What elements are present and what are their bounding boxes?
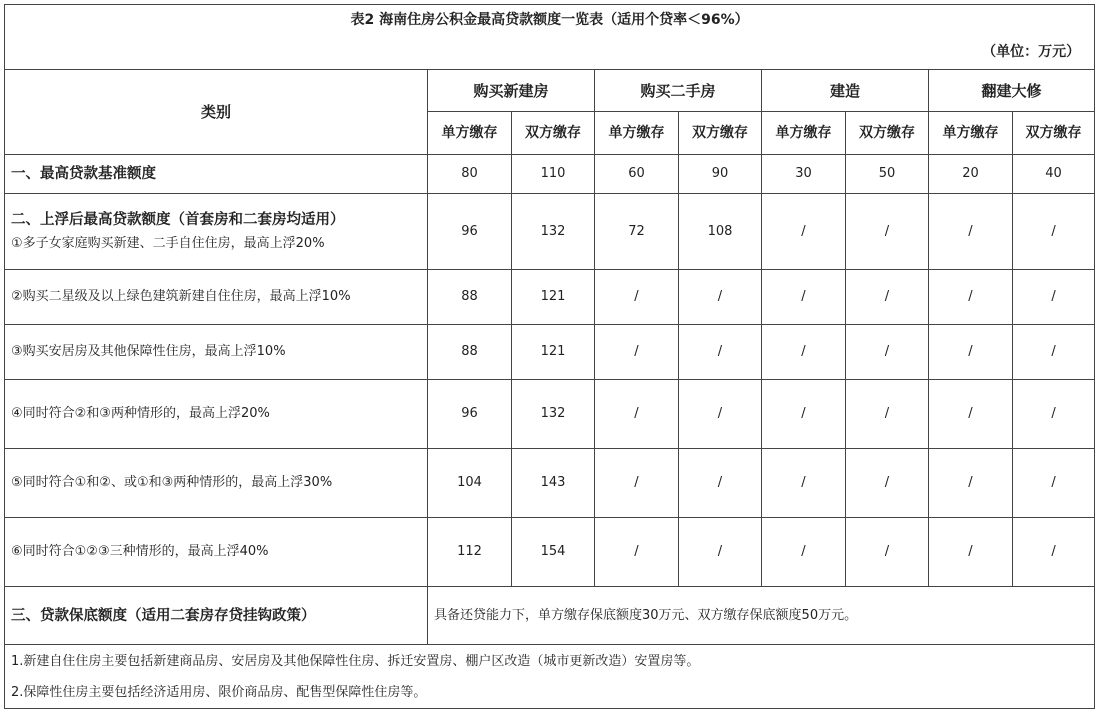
value-cell: 104 (428, 449, 512, 518)
table-row (5, 449, 1095, 518)
sub-header: 双方缴存 (1013, 112, 1095, 155)
value-cell: / (1013, 518, 1095, 587)
value-cell: / (595, 449, 679, 518)
value-cell: 60 (595, 155, 679, 194)
sub-header: 双方缴存 (679, 112, 762, 155)
group-header-build: 建造 (762, 70, 929, 112)
value-cell: 110 (512, 155, 595, 194)
row-label (5, 194, 428, 270)
category-header: 类别 (5, 70, 428, 155)
value-cell: 30 (762, 155, 846, 194)
value-cell: / (1013, 325, 1095, 380)
value-cell: / (679, 325, 762, 380)
value-cell: / (595, 270, 679, 325)
value-cell: 154 (512, 518, 595, 587)
sub-header: 双方缴存 (512, 112, 595, 155)
sub-header: 单方缴存 (762, 112, 846, 155)
value-cell: 88 (428, 325, 512, 380)
value-cell: / (762, 194, 846, 270)
row-label-heading: 二、上浮后最高贷款额度（首套房和二套房均适用） (11, 211, 345, 228)
floor-label: 三、贷款保底额度（适用二套房存贷挂钩政策） (5, 587, 428, 645)
value-cell: / (595, 380, 679, 449)
value-cell: / (595, 518, 679, 587)
value-cell: / (762, 270, 846, 325)
floor-row (5, 587, 1095, 645)
note-row (5, 645, 1095, 679)
value-cell: 72 (595, 194, 679, 270)
value-cell: / (929, 380, 1013, 449)
value-cell: / (762, 518, 846, 587)
value-cell: / (846, 380, 929, 449)
table-title: 表2 海南住房公积金最高贷款额度一览表（适用个贷率＜96%） (5, 5, 1095, 36)
value-cell: / (679, 380, 762, 449)
table-row (5, 155, 1095, 194)
value-cell: 143 (512, 449, 595, 518)
value-cell: / (762, 325, 846, 380)
value-cell: 88 (428, 270, 512, 325)
row-label: ⑥同时符合①②③三种情形的，最高上浮40% (5, 518, 428, 587)
group-header-new-house: 购买新建房 (428, 70, 595, 112)
value-cell: 96 (428, 380, 512, 449)
value-cell: 112 (428, 518, 512, 587)
sub-header: 单方缴存 (428, 112, 512, 155)
value-cell: 132 (512, 380, 595, 449)
value-cell: / (762, 380, 846, 449)
value-cell: 50 (846, 155, 929, 194)
value-cell: / (1013, 270, 1095, 325)
value-cell: 121 (512, 270, 595, 325)
group-header-renovate: 翻建大修 (929, 70, 1095, 112)
value-cell: 132 (512, 194, 595, 270)
table-row (5, 325, 1095, 380)
value-cell: / (846, 270, 929, 325)
value-cell: / (1013, 449, 1095, 518)
row-label: ③购买安居房及其他保障性住房，最高上浮10% (5, 325, 428, 380)
table-row (5, 380, 1095, 449)
loan-limit-table (4, 4, 1095, 709)
value-cell: / (846, 518, 929, 587)
value-cell: 121 (512, 325, 595, 380)
floor-text: 具备还贷能力下，单方缴存保底额度30万元、双方缴存保底额度50万元。 (428, 587, 1095, 645)
value-cell: / (762, 449, 846, 518)
value-cell: / (929, 449, 1013, 518)
value-cell: / (846, 194, 929, 270)
row-label: ④同时符合②和③两种情形的，最高上浮20% (5, 380, 428, 449)
value-cell: / (929, 270, 1013, 325)
value-cell: / (1013, 380, 1095, 449)
sub-header: 单方缴存 (595, 112, 679, 155)
unit-label: （单位：万元） (5, 35, 1095, 70)
value-cell: 108 (679, 194, 762, 270)
value-cell: 90 (679, 155, 762, 194)
sub-header: 单方缴存 (929, 112, 1013, 155)
value-cell: 96 (428, 194, 512, 270)
value-cell: / (929, 194, 1013, 270)
value-cell: 20 (929, 155, 1013, 194)
value-cell: / (679, 270, 762, 325)
row-label: ②购买二星级及以上绿色建筑新建自住住房，最高上浮10% (5, 270, 428, 325)
value-cell: / (679, 449, 762, 518)
note-text: 2.保障性住房主要包括经济适用房、限价商品房、配售型保障性住房等。 (5, 679, 1095, 709)
value-cell: / (679, 518, 762, 587)
value-cell: / (1013, 194, 1095, 270)
table-row (5, 270, 1095, 325)
sub-header: 双方缴存 (846, 112, 929, 155)
row-label: ⑤同时符合①和②、或①和③两种情形的，最高上浮30% (5, 449, 428, 518)
table-row (5, 194, 1095, 270)
note-row (5, 679, 1095, 709)
table-row (5, 518, 1095, 587)
value-cell: / (846, 325, 929, 380)
value-cell: / (929, 325, 1013, 380)
row-label-sub: ①多子女家庭购买新建、二手自住住房，最高上浮20% (11, 235, 325, 251)
value-cell: / (929, 518, 1013, 587)
value-cell: / (846, 449, 929, 518)
value-cell: / (595, 325, 679, 380)
row-label: 一、最高贷款基准额度 (5, 155, 428, 194)
value-cell: 80 (428, 155, 512, 194)
value-cell: 40 (1013, 155, 1095, 194)
note-text: 1.新建自住住房主要包括新建商品房、安居房及其他保障性住房、拆迁安置房、棚户区改造（城市更新改造）安置房等。 (5, 645, 1095, 679)
group-header-second-hand: 购买二手房 (595, 70, 762, 112)
